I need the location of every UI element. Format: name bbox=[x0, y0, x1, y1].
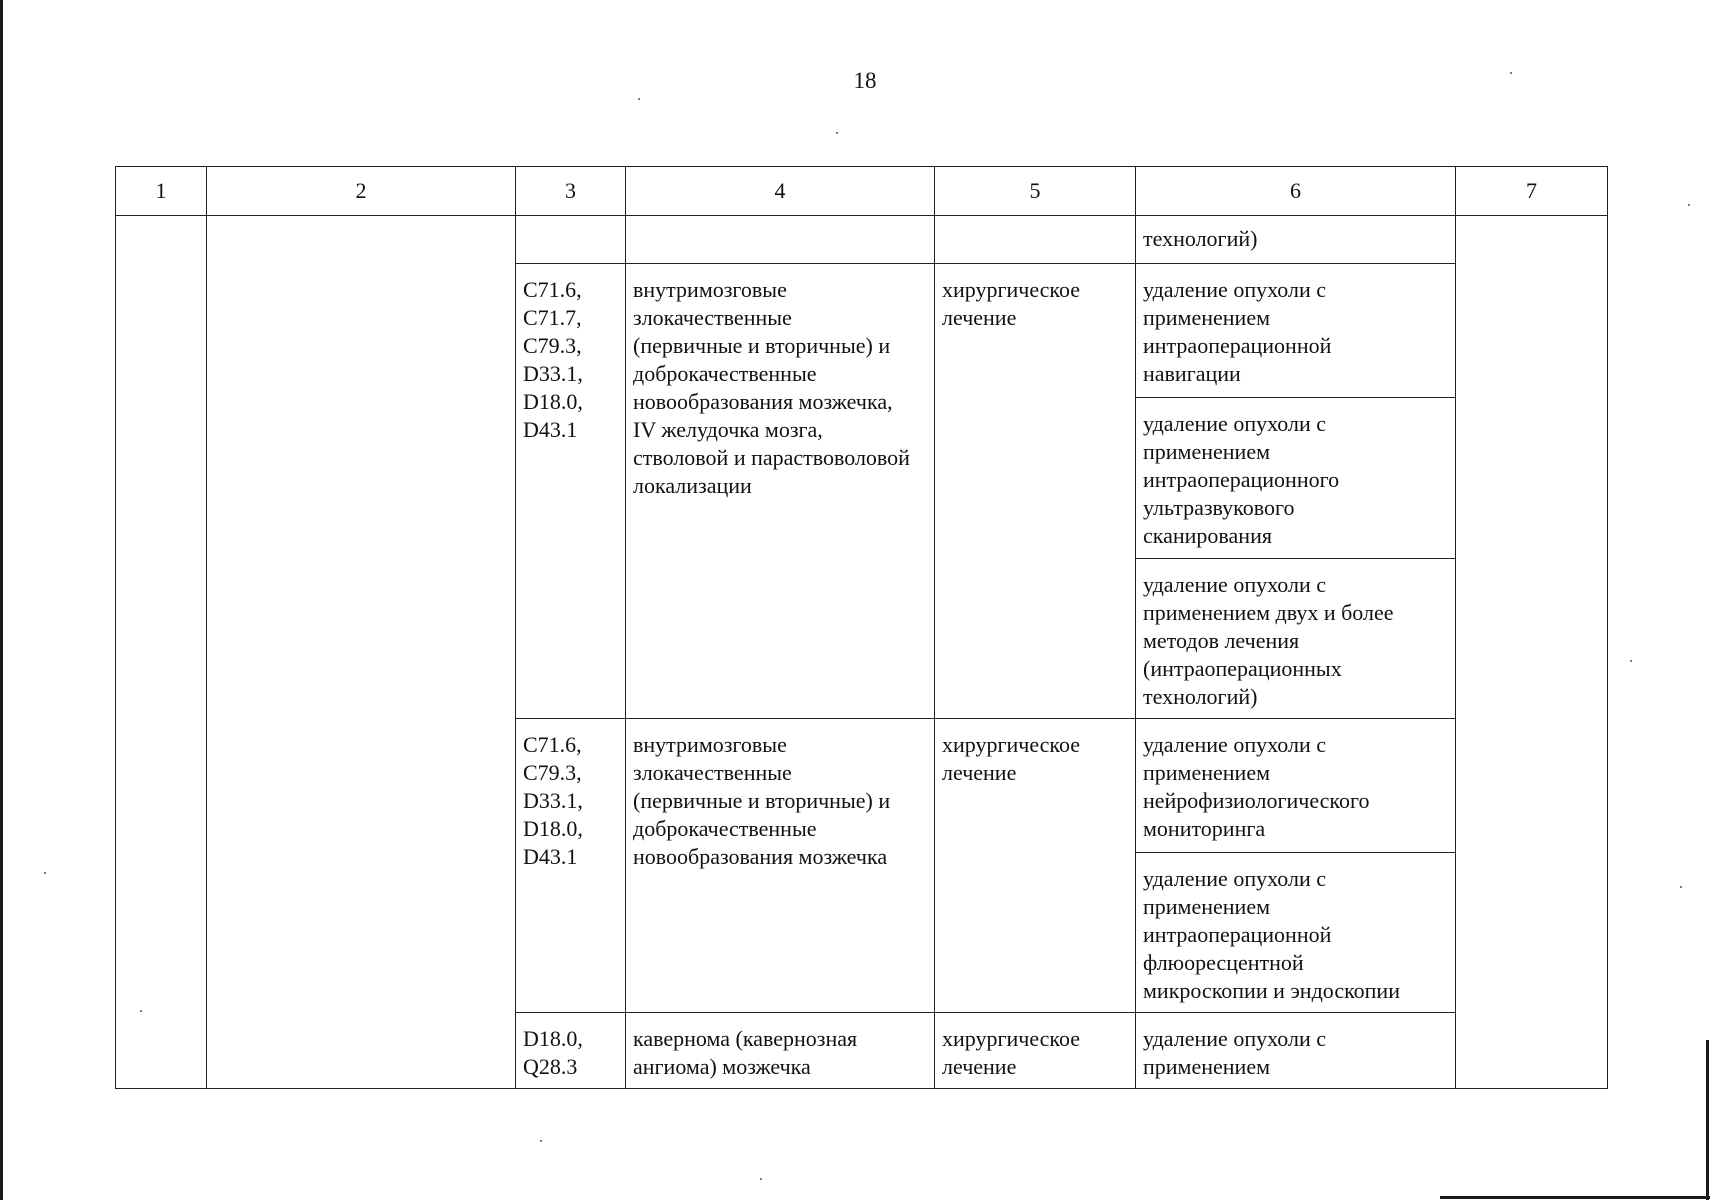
scan-border-bottom bbox=[1440, 1196, 1710, 1199]
diagnosis-cell: внутримозговые злокачественные (первичные и вторичные) и доброкачественные новообразования мозжечка bbox=[626, 719, 935, 1013]
column-number-row bbox=[116, 167, 1608, 216]
col3-cell bbox=[516, 216, 626, 264]
method-cell: удаление опухоли с применением bbox=[1136, 1013, 1456, 1089]
column-number-1: 1 bbox=[116, 167, 207, 216]
method-cell: удаление опухоли с применением интраоперационного ультразвукового сканирования bbox=[1136, 398, 1456, 559]
scan-speck bbox=[1630, 660, 1632, 662]
method-cell: удаление опухоли с применением интраоперационной навигации bbox=[1136, 264, 1456, 398]
scan-speck bbox=[1510, 72, 1512, 74]
scan-speck bbox=[1688, 204, 1690, 206]
col7-cell bbox=[1456, 216, 1608, 1089]
table-row bbox=[116, 216, 1608, 264]
icd-codes-cell: C71.6, C71.7, C79.3, D33.1, D18.0, D43.1 bbox=[516, 264, 626, 719]
column-number-3: 3 bbox=[516, 167, 626, 216]
icd-codes-cell: D18.0, Q28.3 bbox=[516, 1013, 626, 1089]
diagnosis-cell: внутримозговые злокачественные (первичные и вторичные) и доброкачественные новообразования мозжечка, IV желудочка мозга, стволовой и параствоволовой локализации bbox=[626, 264, 935, 719]
col5-cell bbox=[935, 216, 1136, 264]
treatment-type-cell: хирургическое лечение bbox=[935, 719, 1136, 1013]
scan-speck bbox=[836, 132, 838, 134]
column-number-6: 6 bbox=[1136, 167, 1456, 216]
method-cell: удаление опухоли с применением нейрофизиологического мониторинга bbox=[1136, 719, 1456, 853]
method-cell: технологий) bbox=[1136, 216, 1456, 264]
col4-cell bbox=[626, 216, 935, 264]
medical-services-table bbox=[115, 166, 1608, 1089]
method-cell: удаление опухоли с применением интраоперационной флюоресцентной микроскопии и эндоскопии bbox=[1136, 853, 1456, 1013]
col2-cell bbox=[207, 216, 516, 1089]
scan-speck bbox=[44, 872, 46, 874]
column-number-5: 5 bbox=[935, 167, 1136, 216]
column-number-7: 7 bbox=[1456, 167, 1608, 216]
column-number-2: 2 bbox=[207, 167, 516, 216]
treatment-type-cell: хирургическое лечение bbox=[935, 1013, 1136, 1089]
column-number-4: 4 bbox=[626, 167, 935, 216]
scan-speck bbox=[760, 1178, 762, 1180]
icd-codes-cell: C71.6, C79.3, D33.1, D18.0, D43.1 bbox=[516, 719, 626, 1013]
scan-border-left bbox=[0, 0, 3, 1200]
col1-cell bbox=[116, 216, 207, 1089]
scan-speck bbox=[540, 1140, 542, 1142]
method-cell: удаление опухоли с применением двух и более методов лечения (интраоперационных технологий) bbox=[1136, 559, 1456, 719]
scan-speck bbox=[638, 98, 640, 100]
page-number: 18 bbox=[853, 68, 877, 93]
scan-border-right bbox=[1706, 1040, 1709, 1200]
treatment-type-cell: хирургическое лечение bbox=[935, 264, 1136, 719]
scan-speck bbox=[1680, 886, 1682, 888]
scan-speck bbox=[140, 1010, 142, 1012]
diagnosis-cell: кавернома (кавернозная ангиома) мозжечка bbox=[626, 1013, 935, 1089]
